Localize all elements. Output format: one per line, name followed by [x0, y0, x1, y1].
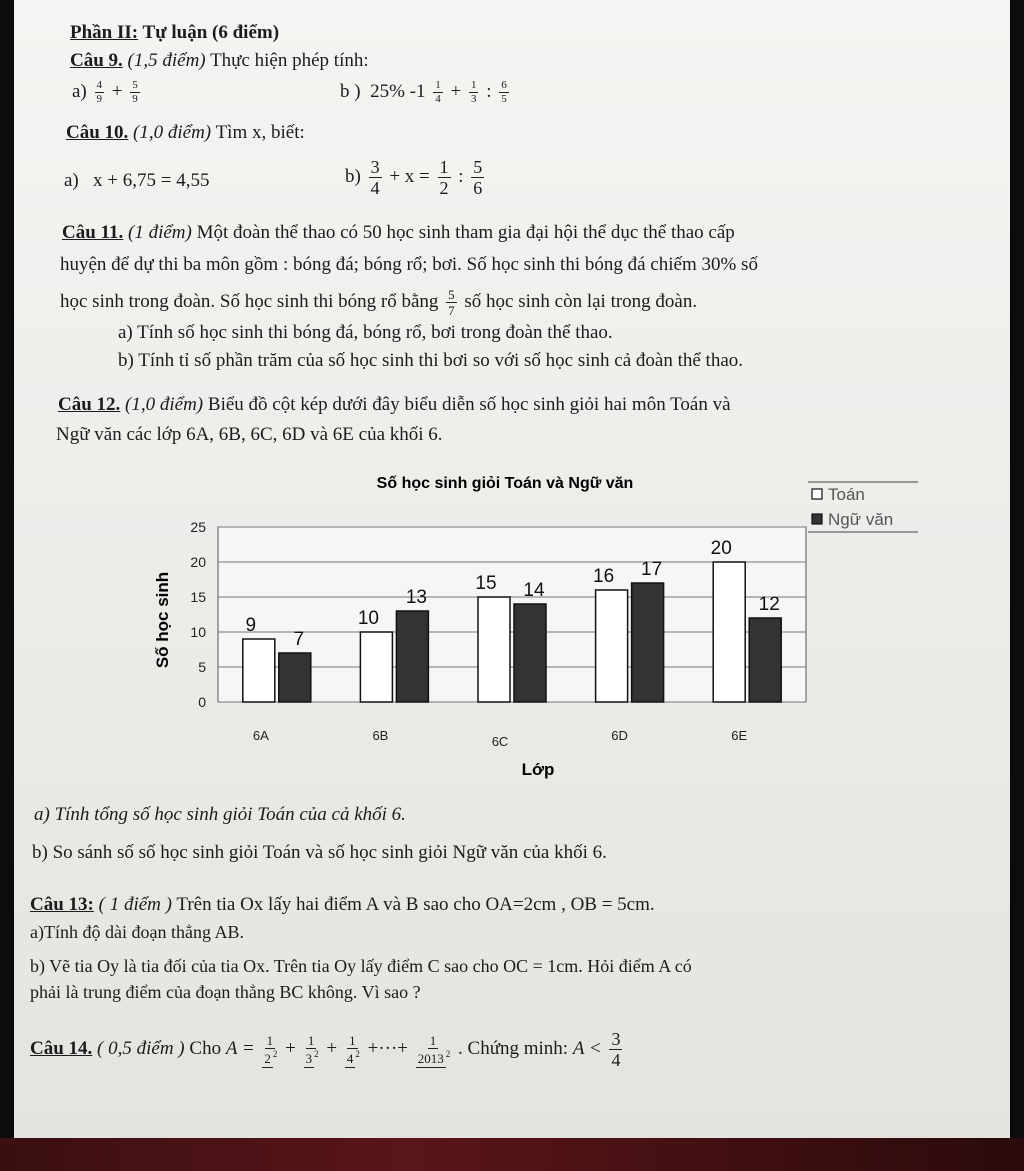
bar-toan-6c	[478, 597, 510, 702]
bar-ngu-van-6b	[396, 611, 428, 702]
q10-points: (1,0 điểm)	[133, 122, 212, 143]
data-label: 16	[593, 566, 615, 587]
chart-legend	[808, 482, 918, 532]
y-tick-label: 25	[190, 519, 206, 535]
y-tick-label: 10	[190, 624, 206, 640]
q14-a-eq: A =	[225, 1037, 255, 1059]
q11-points: (1 điểm)	[128, 222, 192, 243]
q10-instruction: Tìm x, biết:	[215, 122, 305, 143]
double-bar-chart	[140, 470, 930, 790]
data-label: 12	[758, 594, 780, 615]
q11-b: b) Tính tỉ số phần trăm của số học sinh thi bơi so với số học sinh cả đoàn thể thao.	[118, 350, 744, 371]
y-tick-label: 5	[198, 659, 206, 675]
q13-b2: phải là trung điểm của đoạn thẳng BC không. Vì sao ?	[30, 982, 421, 1002]
part-title: Phần II:	[70, 22, 139, 43]
x-axis-label: Lớp	[521, 760, 555, 779]
q13-text1: Trên tia Ox lấy hai điểm A và B sao cho OA=2cm , OB = 5cm.	[176, 894, 655, 915]
bar-ngu-van-6c	[514, 604, 546, 702]
q14-term1: $\frac{1}{2 ^2}$	[264, 1033, 278, 1066]
q14-a-lt: A <	[572, 1037, 602, 1059]
q9-b-pre: 25% -1	[370, 80, 426, 102]
q9-b-op1: +	[450, 80, 462, 102]
data-label: 7	[293, 629, 305, 650]
part-heading	[70, 22, 279, 45]
q11-frac: $\frac{5}{7}$	[448, 287, 455, 318]
q14-term2: $\frac{1}{3 ^2}$	[305, 1033, 319, 1066]
q10-a-label: a)	[64, 170, 79, 191]
data-label: 9	[245, 615, 257, 636]
q9-b-label: b )	[340, 80, 361, 102]
q11-line3-pre: học sinh trong đoàn. Số học sinh thi bóng rổ bằng	[60, 290, 439, 312]
q14-line	[30, 1030, 625, 1069]
q9-b	[340, 80, 512, 105]
q14-dots: +···+	[367, 1037, 409, 1059]
q11-line1	[62, 222, 735, 245]
q13-line1	[30, 894, 655, 917]
q10-b-frac3: $\frac{5}{6}$	[473, 157, 483, 198]
q13-points: ( 1 điểm )	[98, 894, 172, 915]
y-tick-label: 15	[190, 589, 206, 605]
q12-label: Câu 12.	[58, 394, 121, 415]
legend-swatch	[812, 514, 822, 524]
q9-b-frac3: $\frac{6}{5}$	[501, 79, 507, 105]
data-label: 14	[523, 580, 545, 601]
q14-term3: $\frac{1}{4 ^2}$	[346, 1033, 360, 1066]
bar-ngu-van-6a	[279, 653, 311, 702]
x-tick-label: 6D	[611, 728, 628, 743]
x-tick-label: 6E	[731, 728, 748, 743]
q13-b1: b) Vẽ tia Oy là tia đối của tia Ox. Trên tia Oy lấy điểm C sao cho OC = 1cm. Hỏi điểm A có	[30, 956, 692, 976]
q12-a: a) Tính tổng số học sinh giỏi Toán của cả khối 6.	[34, 804, 406, 825]
data-label: 17	[641, 559, 663, 580]
q12-b: b) So sánh số số học sinh giỏi Toán và số học sinh giỏi Ngữ văn của khối 6.	[32, 842, 607, 863]
chart-title: Số học sinh giỏi Toán và Ngữ văn	[376, 475, 634, 492]
x-tick-label: 6C	[491, 734, 509, 749]
q9-a	[72, 80, 143, 105]
q11-line2: huyện để dự thi ba môn gồm : bóng đá; bóng rổ; bơi. Số học sinh thi bóng đá chiếm 30% số	[60, 254, 758, 275]
q9-b-op2: :	[486, 80, 492, 102]
x-tick-label: 6A	[252, 728, 269, 743]
data-label: 20	[710, 538, 732, 559]
q13-label: Câu 13:	[30, 894, 94, 915]
plot-area	[190, 519, 806, 749]
q9-a-label: a)	[72, 80, 87, 102]
q9-a-op: +	[111, 80, 123, 102]
q12-line2: Ngữ văn các lớp 6A, 6B, 6C, 6D và 6E của khối 6.	[56, 424, 443, 445]
q9-instruction: Thực hiện phép tính:	[210, 50, 369, 71]
q11-text1: Một đoàn thể thao có 50 học sinh tham gia đại hội thể dục thể thao cấp	[196, 222, 735, 243]
legend-label: Ngữ văn	[828, 510, 894, 529]
q12-line1	[58, 394, 731, 417]
q9-b-frac2: $\frac{1}{3}$	[470, 79, 477, 105]
q12-text1: Biểu đồ cột kép dưới đây biểu diễn số học sinh giỏi hai môn Toán và	[207, 394, 731, 415]
q11-label: Câu 11.	[62, 222, 124, 243]
q11-line3-post: số học sinh còn lại trong đoàn.	[464, 290, 698, 312]
q10-a	[64, 170, 209, 193]
q10-heading	[66, 122, 305, 145]
q14-plus2: +	[326, 1037, 338, 1059]
q14-result-frac: $\frac{3}{4}$	[611, 1029, 621, 1070]
q10-b-frac1: $\frac{3}{4}$	[370, 157, 380, 198]
q10-label: Câu 10.	[66, 122, 129, 143]
q9-heading	[70, 50, 369, 73]
legend-swatch	[812, 489, 822, 499]
bar-ngu-van-6e	[749, 618, 781, 702]
q14-cho: Cho	[189, 1037, 222, 1059]
q10-b-label: b)	[345, 165, 361, 187]
q10-b-frac2: $\frac{1}{2}$	[439, 157, 449, 198]
bar-toan-6b	[360, 632, 392, 702]
table-surface	[0, 1138, 1024, 1171]
q9-points: (1,5 điểm)	[127, 50, 206, 71]
data-label: 13	[405, 587, 427, 608]
q10-b-op: :	[458, 165, 464, 187]
bar-toan-6e	[713, 562, 745, 702]
q14-term4: $\frac{1}{2013 ^2}$	[417, 1033, 451, 1066]
q10-b	[345, 158, 487, 197]
y-tick-label: 20	[190, 554, 206, 570]
q11-line3	[60, 288, 697, 317]
q9-a-frac2: $\frac{5}{9}$	[132, 79, 138, 105]
data-label: 15	[475, 573, 497, 594]
q9-a-frac1: $\frac{4}{9}$	[96, 79, 103, 105]
bar-ngu-van-6d	[632, 583, 664, 702]
y-tick-label: 0	[198, 694, 206, 710]
q10-a-expr: x + 6,75 = 4,55	[93, 170, 210, 191]
q12-points: (1,0 điểm)	[125, 394, 204, 415]
q14-label: Câu 14.	[30, 1037, 93, 1059]
q11-a: a) Tính số học sinh thi bóng đá, bóng rổ, bơi trong đoàn thể thao.	[118, 322, 613, 343]
x-tick-label: 6B	[372, 728, 389, 743]
bar-toan-6a	[243, 639, 275, 702]
q14-points: ( 0,5 điểm )	[97, 1037, 185, 1059]
q14-prove: . Chứng minh:	[458, 1037, 569, 1059]
q14-plus1: +	[285, 1037, 296, 1059]
q9-label: Câu 9.	[70, 50, 123, 71]
q9-b-frac1: $\frac{1}{4}$	[435, 79, 441, 105]
q10-b-mid: + x =	[389, 165, 430, 187]
bar-toan-6d	[596, 590, 628, 702]
data-label: 10	[357, 608, 379, 629]
y-axis-label: Số học sinh	[153, 571, 172, 669]
legend-label: Toán	[828, 485, 865, 504]
q13-a: a)Tính độ dài đoạn thẳng AB.	[30, 922, 244, 942]
part-subtitle: Tự luận (6 điểm)	[142, 22, 280, 43]
